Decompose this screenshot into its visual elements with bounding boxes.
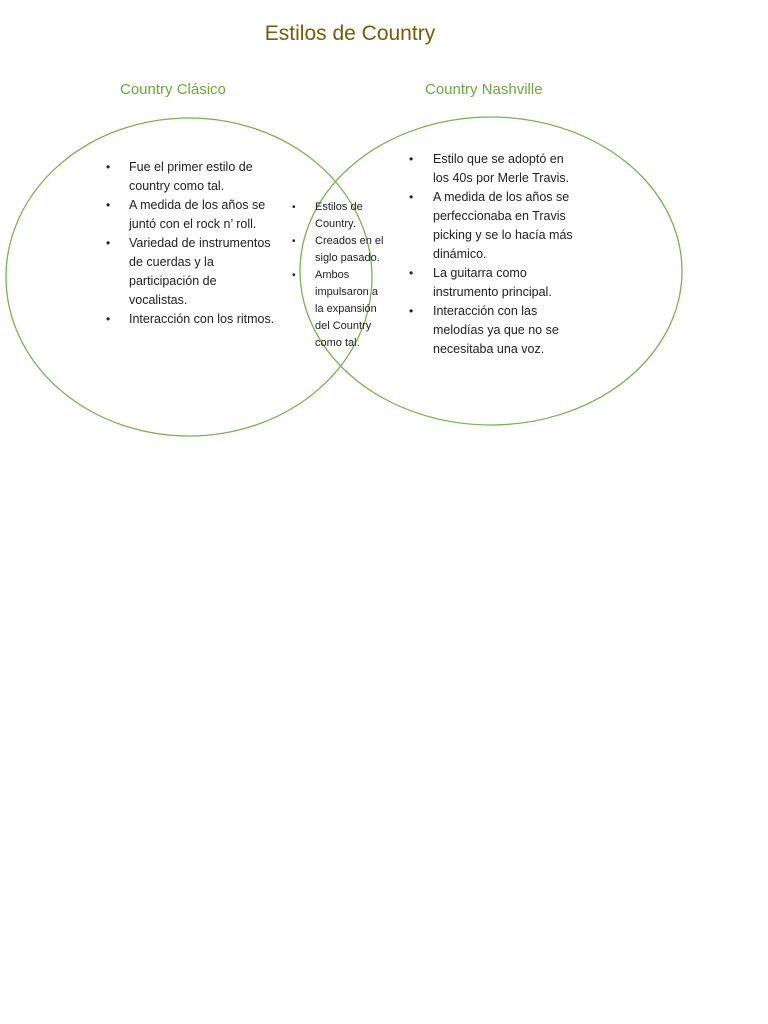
list-item: [106, 196, 276, 234]
bullet-icon: •: [292, 202, 296, 213]
list-item: [409, 188, 581, 264]
bullet-icon: •: [292, 270, 296, 281]
bullet-icon: •: [409, 304, 414, 318]
list-item-text: Fue el primer estilo de country como tal.: [129, 160, 253, 193]
list-item: [409, 150, 581, 188]
list-item-text: Variedad de instrumentos de cuerdas y la participación de vocalistas.: [129, 236, 271, 307]
list-item-text: Creados en el siglo pasado.: [315, 235, 384, 264]
list-item-text: A medida de los años se juntó con el rock n’ roll.: [129, 198, 266, 231]
list-item-text: Interacción con las melodías ya que no se necesitaba una voz.: [433, 304, 559, 356]
bullet-icon: •: [106, 236, 111, 250]
diagram-title: Estilos de Country: [264, 22, 436, 45]
bullet-icon: •: [106, 198, 111, 212]
list-item: [106, 234, 276, 310]
list-item-text: La guitarra como instrumento principal.: [433, 266, 552, 299]
right-set-label: Country Nashville: [425, 81, 543, 98]
list-item: [292, 267, 387, 352]
bullet-icon: •: [409, 190, 414, 204]
list-item-text: A medida de los años se perfeccionaba en Travis picking y se lo hacía más dinámico.: [433, 190, 573, 261]
bullet-icon: •: [292, 236, 296, 247]
list-item: [409, 264, 581, 302]
bullet-icon: •: [106, 160, 111, 174]
list-item: [292, 233, 387, 267]
left-set-label: Country Clásico: [120, 81, 226, 98]
intersection-list: [292, 199, 387, 352]
bullet-icon: •: [409, 152, 414, 166]
right-set-list: [409, 150, 581, 359]
list-item: [292, 199, 387, 233]
list-item-text: Estilos de Country.: [315, 201, 363, 230]
list-item: [106, 310, 276, 329]
list-item-text: Ambos impulsaron a la expansión del Country como tal.: [315, 269, 378, 349]
list-item: [409, 302, 581, 359]
left-set-list: [106, 158, 276, 329]
bullet-icon: •: [409, 266, 414, 280]
list-item-text: Estilo que se adoptó en los 40s por Merle Travis.: [433, 152, 570, 185]
list-item: [106, 158, 276, 196]
bullet-icon: •: [106, 312, 111, 326]
list-item-text: Interacción con los ritmos.: [129, 312, 275, 326]
